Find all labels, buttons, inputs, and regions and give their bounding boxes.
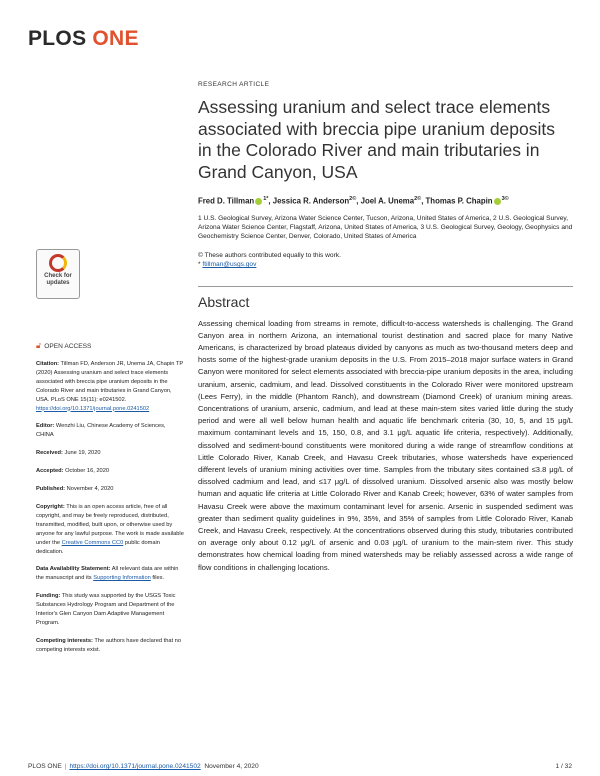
footer-journal: PLOS ONE [28, 763, 62, 770]
open-lock-icon: 🔓︎ [36, 341, 42, 350]
author-name[interactable]: Jessica R. Anderson [272, 196, 350, 206]
competing-interests-block [36, 637, 184, 655]
footer-date: November 4, 2020 [204, 763, 259, 770]
accepted-label: Accepted: [36, 468, 64, 475]
copyright-label: Copyright: [36, 503, 65, 510]
funding-label: Funding: [36, 593, 61, 600]
data-availability-block [36, 565, 184, 583]
page-number: 1 / 32 [555, 763, 572, 770]
corresponding-email[interactable]: ftillman@usgs.gov [202, 261, 257, 269]
competing-interests-label: Competing interests: [36, 637, 93, 644]
copyright-tail: public domain dedication. [36, 539, 160, 555]
data-availability-tail: files. [152, 575, 165, 582]
author-name[interactable]: Joel A. Unema [360, 196, 415, 206]
footer-doi-link[interactable]: https://doi.org/10.1371/journal.pone.0241502 [69, 763, 201, 770]
supporting-info-link[interactable]: Supporting Information [93, 575, 151, 582]
journal-logo-one: ONE [92, 27, 139, 50]
citation-block [36, 360, 184, 413]
competing-interests-text: The authors have declared that no competing interests exist. [36, 637, 182, 653]
check-updates-icon [49, 254, 67, 272]
journal-logo-plos: PLOS [28, 27, 87, 50]
funding-block [36, 592, 184, 628]
citation-text: Tillman FD, Anderson JR, Unema JA, Chapin TP (2020) Assessing uranium and select trace elements associated with breccia pipe uranium deposits in the Colorado River and main tributaries in Grand Canyon, USA. PLoS ONE 15(11): e0241502. [36, 361, 184, 403]
email-marker: * [198, 261, 203, 269]
author-sup: 1* [263, 196, 269, 202]
open-access-label: OPEN ACCESS [44, 343, 92, 350]
abstract-heading: Abstract [198, 293, 250, 310]
citation-doi-link[interactable]: https://doi.org/10.1371/journal.pone.0241502 [36, 405, 150, 412]
article-type: RESEARCH ARTICLE [198, 81, 270, 88]
data-availability-text: All relevant data are within the manuscript and its [36, 566, 179, 582]
author-name[interactable]: Fred D. Tillman [198, 196, 255, 206]
received-block [36, 449, 184, 458]
equal-contribution-note: © These authors contributed equally to this work. [198, 251, 341, 259]
footer-separator: | [64, 763, 67, 770]
citation-label: Citation: [36, 361, 60, 367]
orcid-icon[interactable] [494, 198, 501, 205]
check-updates-line2: updates [46, 280, 70, 286]
page-footer [28, 763, 572, 770]
cc0-link[interactable]: Creative Commons CC0 [61, 539, 124, 546]
corresponding-email-line [198, 260, 573, 269]
author-name[interactable]: Thomas P. Chapin [425, 196, 493, 206]
published-block [36, 485, 184, 494]
article-sidebar [36, 341, 184, 664]
open-access-badge [36, 341, 184, 351]
copyright-text: This is an open access article, free of all copyright, and may be freely reproduced, distributed, transmitted, modified, built upon, or otherwise used by anyone for any lawful purpose. The work is made available under the [36, 503, 184, 546]
received-date: June 19, 2020 [64, 450, 101, 457]
editor-label: Editor: [36, 423, 55, 430]
published-date: November 4, 2020 [66, 486, 114, 493]
received-label: Received: [36, 450, 63, 457]
author-sup: 2© [414, 196, 422, 202]
editor-text: Wenzhi Liu, Chinese Academy of Sciences, CHINA [36, 423, 166, 439]
check-for-updates-badge[interactable] [36, 249, 80, 299]
funding-text: This study was supported by the USGS Toxic Substances Hydrology Program and Department of the Interior's Glen Canyon Dam Adaptive Management Program. [36, 593, 176, 626]
affiliations: 1 U.S. Geological Survey, Arizona Water Science Center, Tucson, Arizona, United States of America, 2 U.S. Geological Survey, Arizona Water Science Center, Flagstaff, Arizona, United States of America, 3 U.S. Geological Survey, Geology, Geophysics and Geochemistry Science Center, Denver, Colorado, United States of America [198, 214, 573, 241]
editor-block [36, 422, 184, 440]
data-availability-label: Data Availability Statement: [36, 566, 111, 573]
divider [198, 286, 573, 287]
abstract-text: Assessing chemical loading from streams in remote, difficult-to-access watersheds is challenging. The Grand Canyon area in northern Arizona, an international tourist destination and sacred place for many Native Americans, is characterized by broad plateaus divided by canyons as much as two-thousand meters deep and hosts some of the highest-grade uranium deposits in the U.S. From 2015–2018 major surface waters in Grand Canyon were monitored for select elements associated with breccia-pipe uranium deposits in the area, including uranium, arsenic, cadmium, and lead. Dissolved constituents in the Colorado River were monitored upstream (Lees Ferry), in the middle (Phantom Ranch), and downstream (Diamond Creek) of uranium mining areas. Concentrations of uranium, arsenic, cadmium, and lead at these main-stem sites varied little during the study period and were all well below human health and aquatic life benchmark criteria (30, 10, 5, and 15 μg/L maximum contaminant levels and 15, 150, 0.8, and 3.1 μg/L aquatic life criteria, respectively). Additionally, dissolved and sediment-bound constituents were monitored during a wide range of streamflow conditions at Little Colorado River, Kanab Creek, and Havasu Creek tributaries, whose watersheds have experienced different levels of uranium mining activities over time. Samples from the tributary sites contained ≤3.8 μg/L of dissolved cadmium and lead, and ≤17 μg/L of dissolved uranium. Dissolved arsenic also was mostly below human and aquatic life criteria at Little Colorado River and Kanab Creek; however, 63% of water samples from Havasu Creek were above the maximum contaminant level for arsenic. Arsenic in suspended sediment was greater than sediment quality guidelines in 9%, 35%, and 35% of samples from Little Colorado River, Kanab Creek, and Havasu Creek, respectively. At the concentrations observed during this study, tributaries contributed on average only about 0.12 μg/L of arsenic and 0.03 μg/L of uranium to the main-stem river. This study demonstrates how chemical loading from mined watersheds may be reliably assessed across a wide range of flow conditions in challenging locations. [198, 318, 573, 572]
article-title: Assessing uranium and select trace elements associated with breccia pipe uranium deposits in the Colorado River and main tributaries in Grand Canyon, USA [198, 97, 555, 182]
author-sup: 3© [501, 196, 509, 202]
author-notes [198, 251, 573, 270]
article-main [198, 81, 573, 574]
author-sup: 2© [349, 196, 357, 202]
check-updates-line1: Check for [44, 273, 72, 279]
accepted-block [36, 467, 184, 476]
author-list: Fred D. Tillman $^{1*}$, Jessica R. Anderson$^{2©}$, Joel A. Unema$^{2©}$, Thomas P. Chapin $^{3©}$ [198, 196, 509, 206]
copyright-block [36, 503, 184, 556]
orcid-icon[interactable] [255, 198, 262, 205]
published-label: Published: [36, 486, 66, 493]
journal-logo [28, 27, 139, 51]
accepted-date: October 16, 2020 [65, 468, 110, 475]
